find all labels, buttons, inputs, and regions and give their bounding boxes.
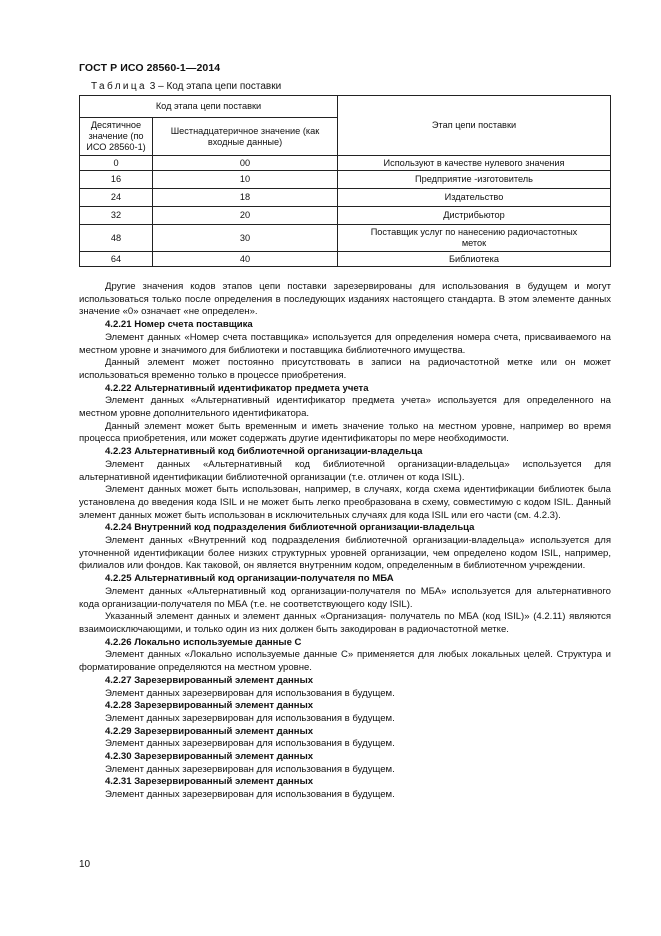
- paragraph: Элемент данных зарезервирован для использования в будущем.: [105, 687, 395, 699]
- paragraph: Элемент данных «Альтернативный идентификатор предмета учета» используется для определенного на местном уровне дополнительного идентификатора.: [79, 395, 611, 420]
- table-row: [80, 225, 611, 252]
- section-heading: 4.2.23 Альтернативный код библиотечной организации-владельца: [105, 446, 423, 458]
- table-caption: [91, 81, 281, 92]
- section-heading: 4.2.24 Внутренний код подразделения библиотечной организации-владельца: [105, 522, 475, 534]
- table-caption-label: Таблица: [91, 81, 148, 92]
- paragraph: Элемент данных «Локально используемые данные С» применяется для любых локальных целей. Структура и форматирование определяются на местном уровне.: [79, 649, 611, 674]
- section-heading: 4.2.21 Номер счета поставщика: [105, 319, 253, 331]
- cell-hex: 30: [153, 225, 338, 252]
- paragraph: Элемент данных «Альтернативный код организации-получателя по МБА» используется для альтернативного кода организации-получателя по МБА (т.е. не соответствующего коду ISIL).: [79, 585, 611, 610]
- section-heading: 4.2.25 Альтернативный код организации-получателя по МБА: [105, 573, 394, 585]
- document-header: ГОСТ Р ИСО 28560-1—2014: [79, 62, 221, 74]
- table-row: [80, 156, 611, 171]
- section-heading: 4.2.22 Альтернативный идентификатор предмета учета: [105, 382, 369, 394]
- cell-dec: 32: [80, 207, 153, 225]
- paragraph: Элемент данных «Внутренний код подразделения библиотечной организации-владельца» используется для уточненной идентификации более низких структурных уровней организации, чем определено кодом ISIL, например, филиалов или фондов. Как таковой, он является внутренним кодом, определенным в библиотечном учреждении.: [79, 535, 611, 572]
- table-caption-title: – Код этапа цепи поставки: [158, 81, 282, 92]
- section-heading: 4.2.28 Зарезервированный элемент данных: [105, 700, 314, 712]
- paragraph: Элемент данных «Номер счета поставщика» используется для определения номера счета, присваиваемого на местном уровне и значимого для библиотеки и поставщика библиотечного имущества.: [79, 331, 611, 356]
- paragraph: Данный элемент может быть временным и иметь значение только на местном уровне, например во время процесса приобретения, или может содержать другие идентификаторы по мере необходимости.: [79, 420, 611, 445]
- section-heading: 4.2.26 Локально используемые данные С: [105, 636, 302, 648]
- paragraph: Элемент данных зарезервирован для использования в будущем.: [105, 789, 395, 801]
- section-heading: 4.2.30 Зарезервированный элемент данных: [105, 751, 314, 763]
- cell-dec: 16: [80, 171, 153, 189]
- paragraph: Указанный элемент данных и элемент данных «Организация- получатель по МБА (код ISIL)» (4.2.11) являются взаимоисключающими, и только один из них должен быть закодирован в радиочастотной метке.: [79, 611, 611, 635]
- table-row: [80, 252, 611, 267]
- cell-dec: 64: [80, 252, 153, 267]
- cell-stage: Используют в качестве нулевого значения: [338, 156, 611, 171]
- table-row: [80, 171, 611, 189]
- stage-header: Этап цепи поставки: [338, 96, 611, 156]
- supply-chain-table: [79, 95, 611, 267]
- paragraph: Другие значения кодов этапов цепи поставки зарезервированы для использования в будущем и могут использоваться только после определения в последующих изданиях настоящего стандарта. В этом элементе данных значение «0» означает «не определен».: [79, 281, 611, 318]
- table-caption-number: 3: [149, 81, 156, 92]
- paragraph: Элемент данных зарезервирован для использования в будущем.: [105, 712, 395, 724]
- paragraph: Элемент данных «Альтернативный код библиотечной организации-владельца» используется для альтернативной идентификации библиотечной организации (т.е. отличен от кода ISIL).: [79, 458, 611, 483]
- section-heading: 4.2.29 Зарезервированный элемент данных: [105, 725, 314, 737]
- document-body: [79, 281, 611, 802]
- paragraph: Элемент данных зарезервирован для использования в будущем.: [105, 738, 395, 750]
- section-heading: 4.2.31 Зарезервированный элемент данных: [105, 776, 314, 788]
- cell-stage: Библиотека: [338, 252, 611, 267]
- table-row: [80, 207, 611, 225]
- cell-stage: Поставщик услуг по нанесению радиочастотных меток: [338, 225, 611, 252]
- group-header: Код этапа цепи поставки: [80, 96, 338, 118]
- cell-dec: 24: [80, 189, 153, 207]
- cell-hex: 00: [153, 156, 338, 171]
- cell-hex: 40: [153, 252, 338, 267]
- paragraph: Элемент данных зарезервирован для использования в будущем.: [105, 763, 395, 775]
- cell-hex: 10: [153, 171, 338, 189]
- cell-dec: 0: [80, 156, 153, 171]
- cell-hex: 20: [153, 207, 338, 225]
- page-number: 10: [79, 859, 91, 870]
- hex-header: Шестнадцатеричное значение (как входные данные): [153, 118, 338, 156]
- section-heading: 4.2.27 Зарезервированный элемент данных: [105, 674, 314, 686]
- cell-stage: Предприятие -изготовитель: [338, 171, 611, 189]
- paragraph: Данный элемент может постоянно присутствовать в записи на радиочастотной метке или он может использоваться временно только в процессе приобретения.: [79, 357, 611, 381]
- cell-dec: 48: [80, 225, 153, 252]
- cell-hex: 18: [153, 189, 338, 207]
- decimal-header: Десятичное значение (по ИСО 28560-1): [80, 118, 153, 156]
- table-row: [80, 189, 611, 207]
- cell-stage: Издательство: [338, 189, 611, 207]
- cell-stage: Дистрибьютор: [338, 207, 611, 225]
- paragraph: Элемент данных может быть использован, например, в случаях, когда схема идентификации библиотек была установлена до введения кода ISIL и не может быть легко преобразована в схему, совместимую с кодом ISIL. Данный элемент данных может быть использован в исключительных случаях для кода ISIL или его части (см. 4.2.3).: [79, 484, 611, 521]
